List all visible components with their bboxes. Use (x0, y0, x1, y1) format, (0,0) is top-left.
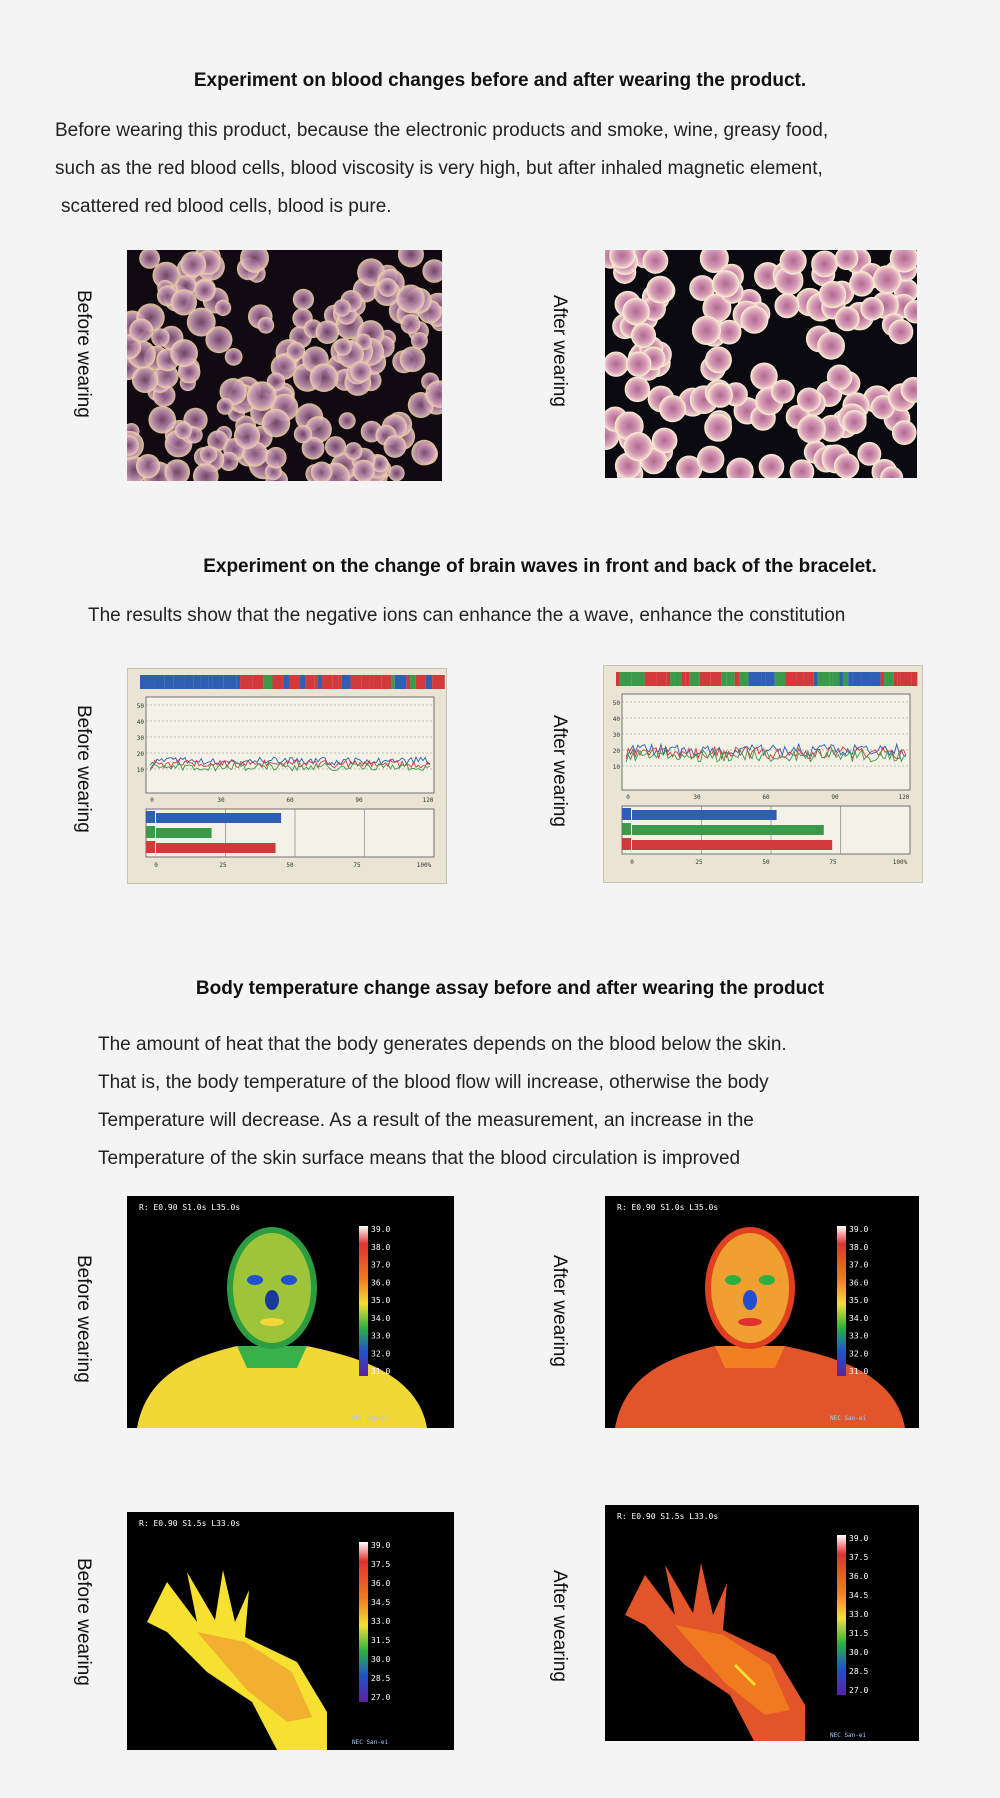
y-tick-label: 30 (136, 735, 144, 742)
band-strip (140, 675, 445, 689)
section-title-blood: Experiment on blood changes before and after wearing the product. (193, 70, 807, 91)
bar-tick-label: 100% (416, 862, 432, 869)
scale-label: 36.0 (371, 1278, 391, 1288)
text-line: That is, the body temperature of the blood flow will increase, otherwise the body (98, 1072, 769, 1093)
bar (632, 810, 777, 820)
bar (632, 825, 824, 835)
text-line: Before wearing this product, because the electronic products and smoke, wine, greasy food, (55, 120, 829, 141)
scale-label: 33.0 (849, 1610, 869, 1619)
brainwave-chart-after (604, 666, 922, 882)
scale-label: 31.0 (371, 1367, 391, 1376)
brainwave-chart-before (128, 669, 446, 883)
scale-label: 28.5 (371, 1674, 391, 1683)
thermal-hand-before (127, 1512, 454, 1750)
bar-tick-label: 100% (892, 859, 908, 866)
y-tick-label: 10 (136, 767, 144, 774)
brand-label: NEC San-ei (830, 1415, 867, 1422)
y-tick-label: 50 (136, 703, 144, 710)
bar (156, 828, 212, 838)
scale-label: 33.0 (849, 1331, 869, 1341)
scale-label: 34.5 (849, 1591, 869, 1600)
y-tick-label: 20 (136, 751, 144, 758)
blood-description (55, 112, 975, 226)
y-tick-label: 20 (612, 748, 620, 755)
scale-label: 27.0 (371, 1693, 391, 1702)
face-after-label: After wearing (549, 1255, 570, 1367)
blood-before-image (127, 250, 442, 481)
y-tick-label: 40 (612, 716, 620, 723)
blood-cells-separated (605, 250, 917, 478)
bar-tick-label: 75 (353, 862, 361, 869)
brainwave-after-label: After wearing (549, 715, 570, 827)
text-line: scattered red blood cells, blood is pure. (61, 196, 392, 217)
section-title-temperature: Body temperature change assay before and after wearing the product (195, 978, 825, 999)
blood-after-image (605, 250, 917, 478)
hand-after-label: After wearing (549, 1570, 570, 1682)
scale-label: 31.5 (371, 1636, 391, 1645)
temperature-description (98, 1026, 978, 1178)
bar (156, 843, 276, 853)
scale-label: 36.0 (371, 1579, 391, 1588)
scale-label: 30.0 (849, 1648, 869, 1657)
scale-label: 31.0 (849, 1367, 869, 1376)
text-line: The amount of heat that the body generates depends on the blood below the skin. (98, 1034, 787, 1055)
scale-label: 38.0 (849, 1242, 869, 1252)
scale-label: 39.0 (371, 1225, 391, 1234)
scale-label: 34.0 (849, 1313, 869, 1323)
scale-label: 35.0 (371, 1296, 391, 1305)
x-tick-label: 30 (693, 794, 701, 801)
scale-label: 32.0 (371, 1349, 391, 1359)
scale-label: 33.0 (371, 1617, 391, 1626)
bar-key (146, 841, 155, 853)
thermal-header: R: E0.90 S1.5s L33.0s (139, 1519, 241, 1528)
scale-label: 36.0 (849, 1278, 869, 1288)
thermal-hand-after (605, 1505, 919, 1741)
brainwave-before-label: Before wearing (73, 705, 94, 833)
brand-label: NEC San-ei (830, 1732, 867, 1739)
y-tick-label: 10 (612, 764, 620, 771)
bar-key (146, 811, 155, 823)
scale-label: 28.5 (849, 1667, 869, 1676)
scale-label: 39.0 (371, 1541, 391, 1550)
x-tick-label: 90 (831, 794, 839, 801)
text-line: Temperature will decrease. As a result of the measurement, an increase in the (98, 1110, 754, 1131)
thermal-header: R: E0.90 S1.0s L35.0s (139, 1203, 241, 1212)
bar-key (622, 838, 631, 850)
bar-key (146, 826, 155, 838)
bar-tick-label: 0 (630, 859, 634, 866)
thermal-header: R: E0.90 S1.5s L33.0s (617, 1512, 719, 1521)
bar-tick-label: 25 (695, 859, 703, 866)
scale-label: 37.5 (849, 1553, 869, 1562)
scale-label: 39.0 (849, 1534, 869, 1543)
brand-label: NEC San-ei (352, 1739, 389, 1746)
x-tick-label: 0 (150, 797, 154, 804)
x-tick-label: 120 (422, 797, 434, 804)
scale-label: 39.0 (849, 1225, 869, 1234)
scale-label: 31.5 (849, 1629, 869, 1638)
scale-label: 34.5 (371, 1598, 391, 1607)
scale-label: 38.0 (371, 1242, 391, 1252)
hand-before-thermal (127, 1512, 454, 1750)
bar-tick-label: 75 (829, 859, 837, 866)
brainwave-before-chart (127, 668, 447, 884)
hand-after-thermal (605, 1505, 919, 1741)
x-tick-label: 120 (898, 794, 910, 801)
text-line: The results show that the negative ions can enhance the a wave, enhance the constitution (88, 605, 846, 626)
band-strip (616, 672, 917, 686)
bar-tick-label: 50 (762, 859, 770, 866)
thermal-face-after (605, 1196, 919, 1428)
temperature-scale (359, 1542, 368, 1702)
scale-label: 27.0 (849, 1686, 869, 1695)
bar-tick-label: 25 (219, 862, 227, 869)
hand-before-label: Before wearing (73, 1558, 94, 1686)
scale-label: 35.0 (849, 1296, 869, 1305)
face-after-thermal (605, 1196, 919, 1428)
thermal-hand (625, 1563, 805, 1741)
cell-singles (605, 250, 917, 478)
scale-label: 33.0 (371, 1331, 391, 1341)
blood-before-label: Before wearing (73, 290, 94, 418)
brainwave-description (88, 597, 988, 635)
cell-clusters (127, 250, 442, 481)
scale-label: 36.0 (849, 1572, 869, 1581)
bar-tick-label: 0 (154, 862, 158, 869)
x-tick-label: 30 (217, 797, 225, 804)
temperature-scale (837, 1535, 846, 1695)
scale-label: 34.0 (371, 1313, 391, 1323)
text-line: Temperature of the skin surface means that the blood circulation is improved (98, 1148, 741, 1169)
y-tick-label: 30 (612, 732, 620, 739)
brand-label: NEC San-ei (352, 1415, 389, 1422)
temperature-scale (837, 1226, 846, 1376)
scale-label: 32.0 (849, 1349, 869, 1359)
x-tick-label: 0 (626, 794, 630, 801)
thermal-hand (147, 1570, 327, 1750)
section-title-brainwave: Experiment on the change of brain waves in front and back of the bracelet. (203, 556, 877, 577)
bar-key (622, 808, 631, 820)
bar-tick-label: 50 (286, 862, 294, 869)
x-tick-label: 60 (762, 794, 770, 801)
bar (156, 813, 281, 823)
blood-cells-clumped (127, 250, 442, 481)
blood-after-label: After wearing (549, 295, 570, 407)
face-before-thermal (127, 1196, 454, 1428)
temperature-scale (359, 1226, 368, 1376)
y-tick-label: 40 (136, 719, 144, 726)
bar-key (622, 823, 631, 835)
thermal-face-before (127, 1196, 454, 1428)
face-before-label: Before wearing (73, 1255, 94, 1383)
scale-label: 37.0 (849, 1260, 869, 1270)
thermal-header: R: E0.90 S1.0s L35.0s (617, 1203, 719, 1212)
y-tick-label: 50 (612, 700, 620, 707)
scale-label: 37.0 (371, 1260, 391, 1270)
x-tick-label: 90 (355, 797, 363, 804)
brainwave-after-chart (603, 665, 923, 883)
scale-label: 30.0 (371, 1655, 391, 1664)
scale-label: 37.5 (371, 1560, 391, 1569)
text-line: such as the red blood cells, blood viscosity is very high, but after inhaled magnetic element, (55, 158, 823, 179)
x-tick-label: 60 (286, 797, 294, 804)
bar (632, 840, 832, 850)
